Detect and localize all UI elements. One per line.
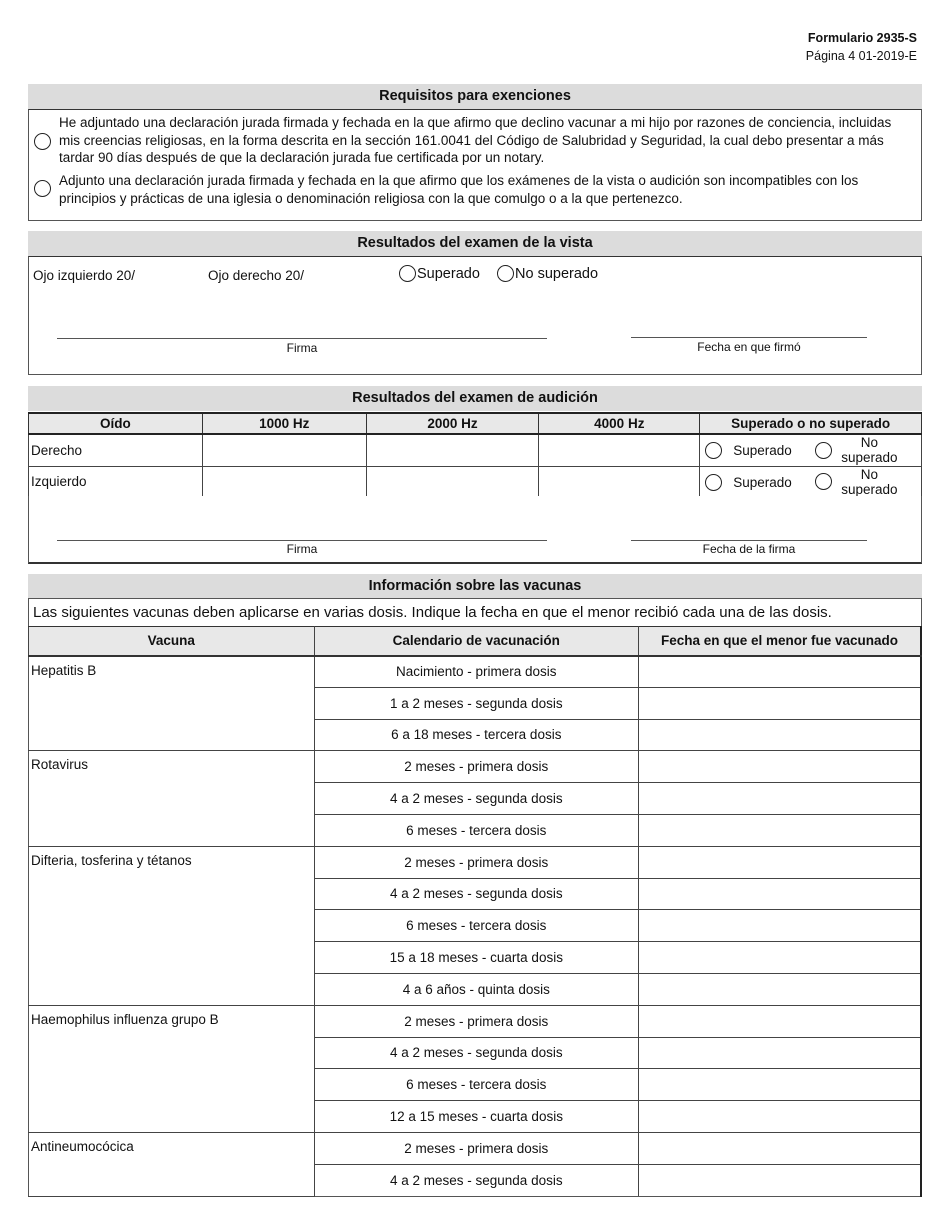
hearing-fail-option[interactable] <box>815 435 897 465</box>
page-info: Página 4 01-2019-E <box>805 49 917 63</box>
vaccines-title: Información sobre las vacunas <box>28 574 922 599</box>
ear-label: Derecho <box>29 434 203 466</box>
vision-pass-option[interactable] <box>399 265 480 282</box>
vaccine-schedule: 2 meses - primera dosis <box>314 1005 638 1037</box>
fail-label <box>841 467 897 497</box>
vaccine-name: Hepatitis B <box>29 656 315 751</box>
pass-label: Superado <box>733 443 792 458</box>
vaccination-date-input[interactable] <box>639 973 922 1005</box>
pass-fail-cell <box>700 434 922 466</box>
vaccine-schedule: 4 a 2 meses - segunda dosis <box>314 1037 638 1069</box>
vaccines-intro: Las siguientes vacunas deben aplicarse en varias dosis. Indique la fecha en que el menor recibió cada una de las dosis. <box>28 598 922 626</box>
signature-caption: Firma <box>286 542 318 556</box>
vaccine-name: Rotavirus <box>29 751 315 846</box>
column-header-pass-fail: Superado o no superado <box>700 413 922 434</box>
exemption-option-text: He adjuntado una declaración jurada firmada y fechada en la que afirmo que declino vacunar a mi hijo por razones de conciencia, incluidas mis creencias religiosas, en la forma descrita en la sección 161.0041 del Código de Salubridad y Seguridad, la cual debo presentar a más tardar 90 días después de que la declaración jurada fue certificada por un notary. <box>59 115 892 165</box>
vision-pass-label: Superado <box>417 265 480 282</box>
column-header-schedule: Calendario de vacunación <box>314 627 638 656</box>
hz2000-input[interactable] <box>366 434 539 466</box>
exemption-option-conscience[interactable] <box>29 114 911 168</box>
hearing-row-right <box>29 434 922 466</box>
vaccine-schedule: 6 meses - tercera dosis <box>314 910 638 942</box>
hearing-title: Resultados del examen de audición <box>28 386 922 411</box>
hz2000-input[interactable] <box>366 466 539 498</box>
hearing-row-left <box>29 466 922 498</box>
column-header-4000hz: 4000 Hz <box>539 413 700 434</box>
vaccine-name: Difteria, tosferina y tétanos <box>29 846 315 1005</box>
hearing-pass-option[interactable] <box>705 474 792 491</box>
exemption-option-religious[interactable] <box>29 172 911 208</box>
exemption-option-text: Adjunto una declaración jurada firmada y fechada en la que afirmo que los exámenes de la vista o audición son incompatibles con los principios y prácticas de una iglesia o denominación religiosa con la que comulgo o a la que pertenezco. <box>59 173 859 206</box>
vaccination-date-input[interactable] <box>639 1132 922 1164</box>
radio-button[interactable] <box>399 265 416 282</box>
vaccine-schedule: 2 meses - primera dosis <box>314 1132 638 1164</box>
vaccines-header-row <box>29 627 922 656</box>
vaccination-date-input[interactable] <box>639 846 922 878</box>
vaccine-name: Haemophilus influenza grupo B <box>29 1005 315 1132</box>
right-eye-label: Ojo derecho 20/ <box>208 268 305 283</box>
fail-label-line2: superado <box>841 450 898 465</box>
vaccine-dose-row <box>29 1132 922 1164</box>
pass-fail-cell <box>700 466 922 498</box>
vaccination-date-input[interactable] <box>639 1069 922 1101</box>
column-header-1000hz: 1000 Hz <box>202 413 366 434</box>
vaccination-date-input[interactable] <box>639 1005 922 1037</box>
vaccine-schedule: 6 meses - tercera dosis <box>314 1069 638 1101</box>
column-header-ear: Oído <box>29 413 203 434</box>
hz4000-input[interactable] <box>539 434 700 466</box>
fail-label-line1: No <box>860 466 878 482</box>
date-line[interactable] <box>631 337 867 338</box>
vision-fail-option[interactable] <box>497 265 598 282</box>
vaccination-date-input[interactable] <box>639 910 922 942</box>
radio-button[interactable] <box>497 265 514 282</box>
date-caption: Fecha en que firmó <box>697 340 801 354</box>
vision-box <box>28 256 922 375</box>
radio-button[interactable] <box>815 473 832 490</box>
column-header-2000hz: 2000 Hz <box>366 413 539 434</box>
vaccine-schedule: 2 meses - primera dosis <box>314 846 638 878</box>
fail-label-line1: No <box>860 435 878 450</box>
hearing-signature-box <box>28 496 922 564</box>
left-eye-label: Ojo izquierdo 20/ <box>33 268 136 283</box>
vaccine-dose-row <box>29 751 922 783</box>
hearing-table <box>28 412 922 499</box>
vision-fail-label: No superado <box>515 265 599 282</box>
vaccination-date-input[interactable] <box>639 814 922 846</box>
radio-button[interactable] <box>705 474 722 491</box>
column-header-vaccine: Vacuna <box>29 627 315 656</box>
vaccination-date-input[interactable] <box>639 878 922 910</box>
column-header-date: Fecha en que el menor fue vacunado <box>639 627 922 656</box>
pass-label: Superado <box>733 474 792 490</box>
vaccine-name: Antineumocócica <box>29 1132 315 1196</box>
hz1000-input[interactable] <box>202 466 366 498</box>
hz1000-input[interactable] <box>202 434 366 466</box>
vaccine-schedule: 15 a 18 meses - cuarta dosis <box>314 942 638 974</box>
signature-line[interactable] <box>57 540 547 541</box>
vaccine-schedule: 12 a 15 meses - cuarta dosis <box>314 1101 638 1133</box>
vaccine-dose-row <box>29 846 922 878</box>
vaccine-schedule: 4 a 2 meses - segunda dosis <box>314 1164 638 1196</box>
form-number: Formulario 2935-S <box>807 31 917 45</box>
vaccination-date-input[interactable] <box>639 1101 922 1133</box>
hearing-pass-option[interactable] <box>705 442 792 459</box>
hz4000-input[interactable] <box>539 466 700 498</box>
vaccination-date-input[interactable] <box>639 687 922 719</box>
date-line[interactable] <box>631 540 867 541</box>
fail-label <box>841 435 897 465</box>
radio-button[interactable] <box>34 180 51 197</box>
vaccination-date-input[interactable] <box>639 719 922 751</box>
vaccination-date-input[interactable] <box>639 1164 922 1196</box>
vision-title: Resultados del examen de la vista <box>28 231 922 256</box>
vaccine-dose-row <box>29 656 922 688</box>
radio-button[interactable] <box>705 442 722 459</box>
fail-label-line2: superado <box>841 481 898 497</box>
radio-button[interactable] <box>815 442 832 459</box>
vaccine-dose-row <box>29 1005 922 1037</box>
vaccination-date-input[interactable] <box>639 783 922 815</box>
vaccine-schedule: 6 a 18 meses - tercera dosis <box>314 719 638 751</box>
vaccine-schedule: Nacimiento - primera dosis <box>314 656 638 688</box>
vaccination-date-input[interactable] <box>639 656 922 688</box>
signature-line[interactable] <box>57 338 547 339</box>
vaccines-table <box>28 626 922 1197</box>
hearing-header-row <box>29 413 922 434</box>
vaccine-schedule: 4 a 2 meses - segunda dosis <box>314 878 638 910</box>
vaccination-date-input[interactable] <box>639 942 922 974</box>
radio-button[interactable] <box>34 133 51 150</box>
vaccination-date-input[interactable] <box>639 1037 922 1069</box>
vaccination-date-input[interactable] <box>639 751 922 783</box>
exemptions-box <box>28 109 922 221</box>
vaccine-schedule: 4 a 6 años - quinta dosis <box>314 973 638 1005</box>
hearing-fail-option[interactable] <box>815 467 897 497</box>
exemptions-title: Requisitos para exenciones <box>28 84 922 109</box>
signature-caption: Firma <box>286 341 318 355</box>
vaccine-schedule: 2 meses - primera dosis <box>314 751 638 783</box>
vaccine-schedule: 1 a 2 meses - segunda dosis <box>314 687 638 719</box>
vaccines-table-body <box>29 656 922 1197</box>
ear-label: Izquierdo <box>29 466 203 498</box>
vaccine-schedule: 4 a 2 meses - segunda dosis <box>314 783 638 815</box>
vaccine-schedule: 6 meses - tercera dosis <box>314 814 638 846</box>
date-caption: Fecha de la firma <box>702 542 796 556</box>
